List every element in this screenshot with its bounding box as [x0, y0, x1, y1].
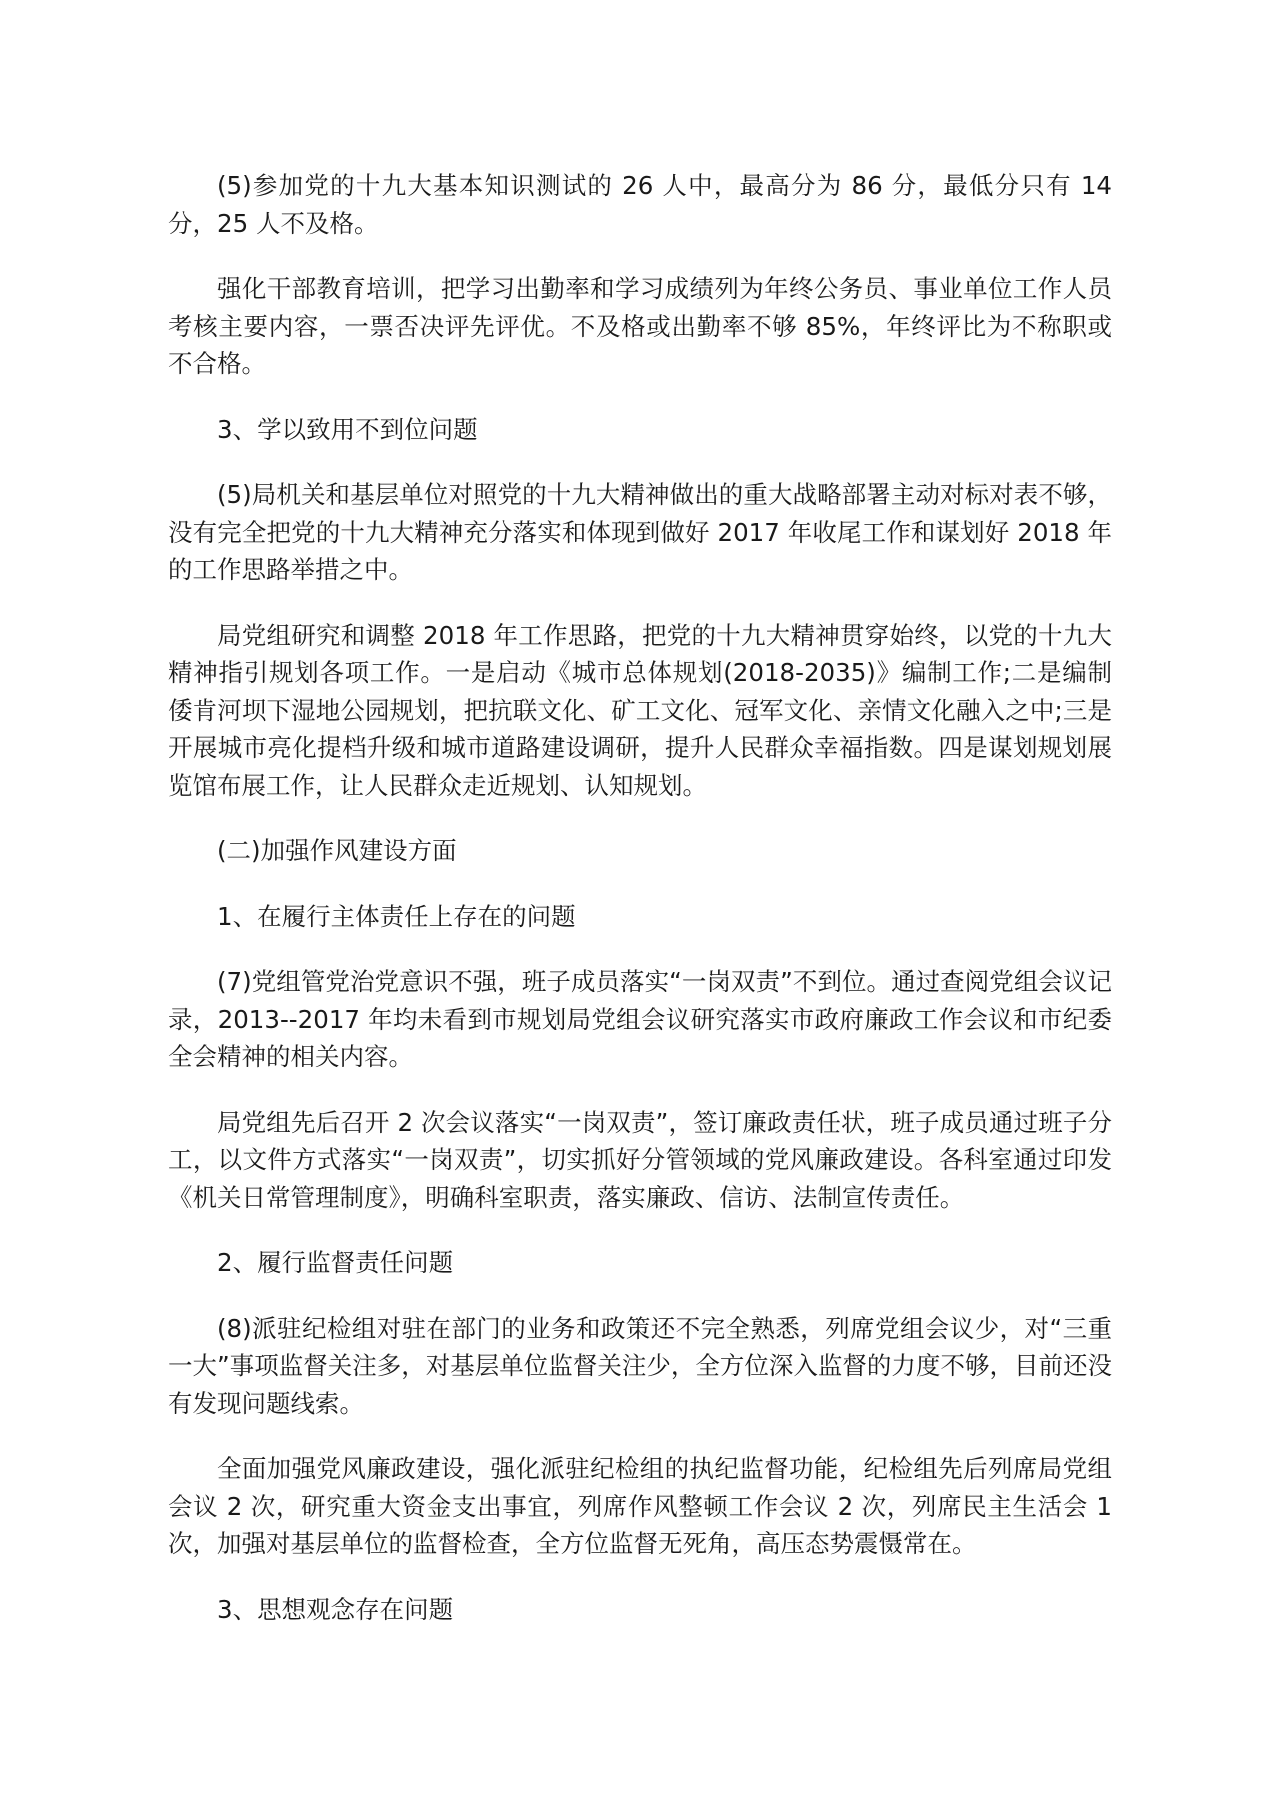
subsection-heading-responsibility: 1、在履行主体责任上存在的问题 [217, 901, 576, 931]
subsection-heading-supervision: 2、履行监督责任问题 [217, 1248, 454, 1277]
paragraph-supervision-issue: (8)派驻纪检组对驻在部门的业务和政策还不完全熟悉，列席党组会议少，对“三重一大”事项监督关注多，对基层单位监督关注少，全方位深入监督的力度不够，目前还没有发现问题线索。 [168, 1313, 1112, 1418]
paragraph-strategy-issue: (5)局机关和基层单位对照党的十九大精神做出的重大战略部署主动对标对表不够，没有完全把党的十九大精神充分落实和体现到做好 2017 年收尾工作和谋划好 2018 年的工作思路举措之中。 [168, 480, 1112, 584]
section-heading-work-style: (二)加强作风建设方面 [217, 836, 457, 865]
document-body [168, 167, 1112, 1656]
paragraph-responsibility-measures: 局党组先后召开 2 次会议落实“一岗双责”，签订廉政责任状，班子成员通过班子分工，以文件方式落实“一岗双责”，切实抓好分管领域的党风廉政建设。各科室通过印发《机关日常管理制度》，明确科室职责，落实廉政、信访、法制宣传责任。 [168, 1107, 1112, 1212]
paragraph-responsibility-issue: (7)党组管党治党意识不强，班子成员落实“一岗双责”不到位。通过查阅党组会议记录，2013--2017 年均未看到市规划局党组会议研究落实市政府廉政工作会议和市纪委全会精神的相关内容。 [168, 967, 1112, 1071]
section-heading-application: 3、学以致用不到位问题 [217, 414, 478, 444]
paragraph-training-measures: 强化干部教育培训，把学习出勤率和学习成绩列为年终公务员、事业单位工作人员考核主要内容，一票否决评先评优。不及格或出勤率不够 85%，年终评比为不称职或不合格。 [168, 274, 1112, 378]
subsection-heading-ideology: 3、思想观念存在问题 [217, 1594, 454, 1624]
paragraph-supervision-measures: 全面加强党风廉政建设，强化派驻纪检组的执纪监督功能，纪检组先后列席局党组会议 2 次，研究重大资金支出事宜，列席作风整顿工作会议 2 次，列席民主生活会 1 次，加强对基层单位的监督检查，全方位监督无死角，高压态势震慑常在。 [168, 1454, 1112, 1558]
paragraph-work-plan: 局党组研究和调整 2018 年工作思路，把党的十九大精神贯穿始终，以党的十九大精神指引规划各项工作。一是启动《城市总体规划(2018-2035)》编制工作;二是编制倭肯河坝下湿地公园规划，把抗联文化、矿工文化、冠军文化、亲情文化融入之中;三是开展城市亮化提档升级和城市道路建设调研，提升人民群众幸福指数。四是谋划规划展览馆布展工作，让人民群众走近规划、认知规划。 [168, 620, 1112, 800]
paragraph-test-results: (5)参加党的十九大基本知识测试的 26 人中，最高分为 86 分，最低分只有 14 分，25 人不及格。 [168, 171, 1112, 238]
